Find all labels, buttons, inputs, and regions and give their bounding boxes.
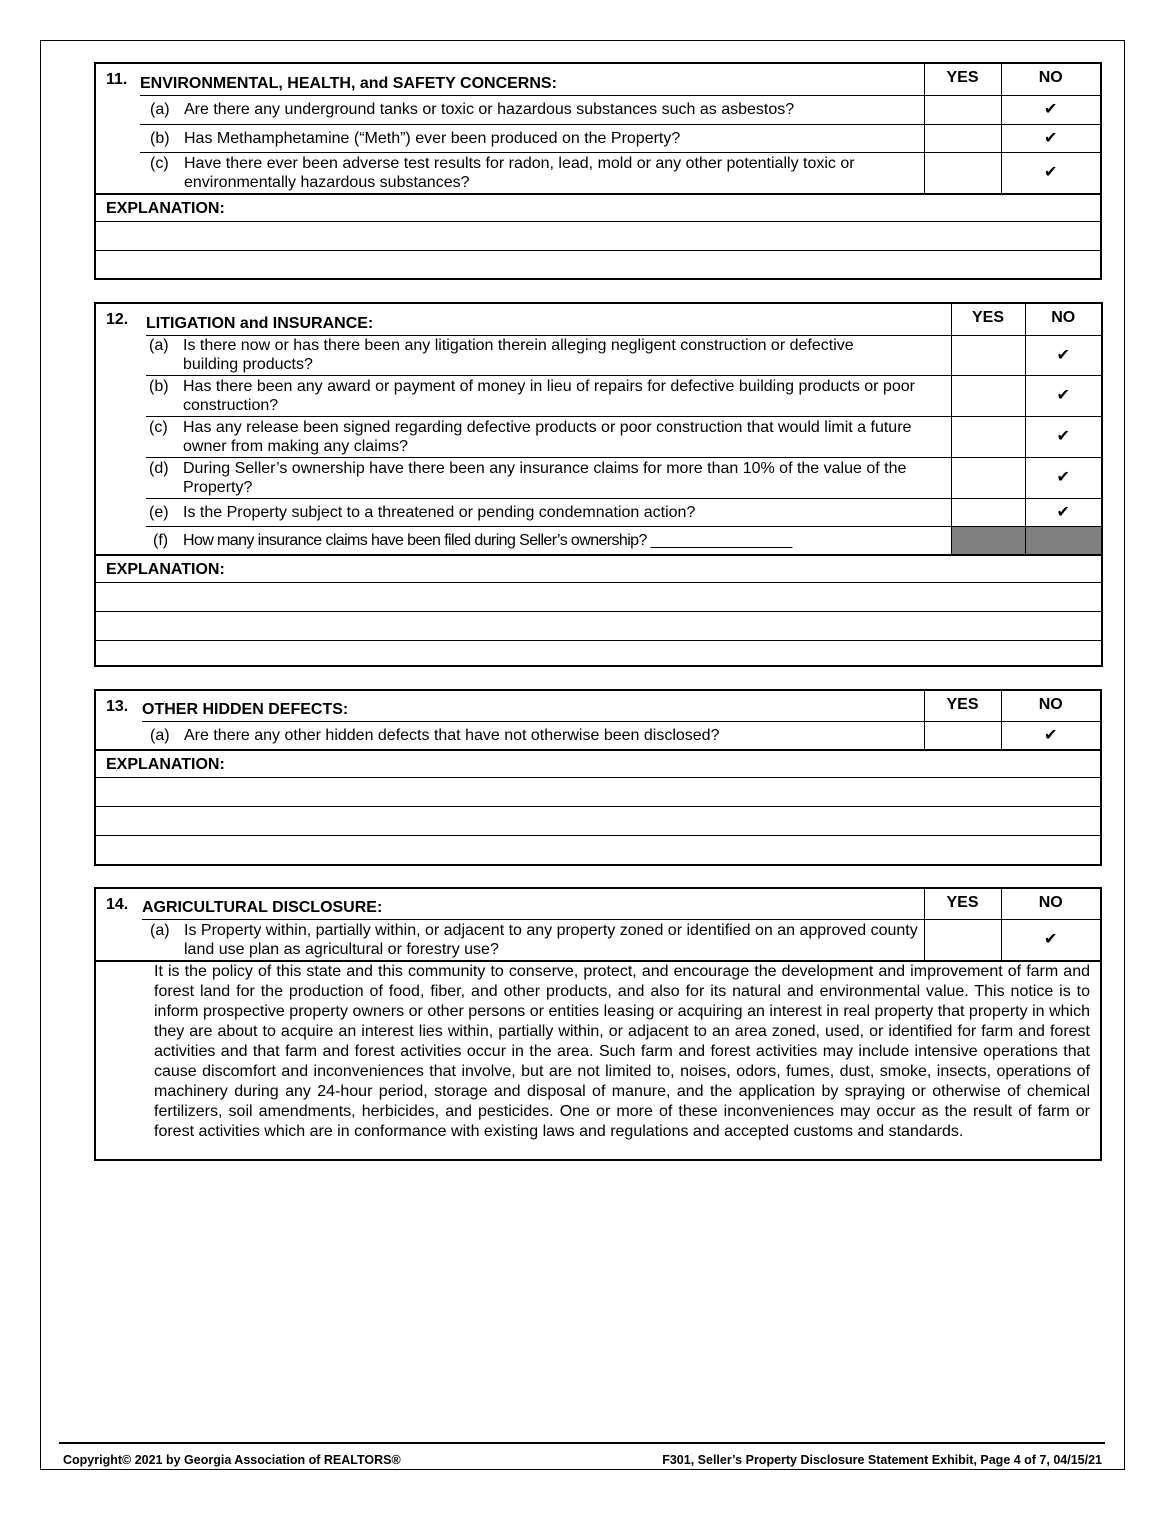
question-letter: (b) bbox=[149, 377, 169, 395]
section-12-litigation bbox=[94, 302, 1103, 667]
question-text: During Seller’s ownership have there been any insurance claims for more than 10% of the value of the Property? bbox=[183, 459, 907, 496]
question-letter: (c) bbox=[149, 418, 168, 436]
explanation-label: EXPLANATION: bbox=[96, 554, 1101, 582]
explanation-label: EXPLANATION: bbox=[96, 193, 1100, 221]
section-13-hidden-defects bbox=[94, 689, 1102, 866]
no-column-header: NO bbox=[1001, 889, 1100, 919]
yes-checkbox[interactable] bbox=[924, 721, 1001, 749]
question-letter: (a) bbox=[150, 101, 170, 118]
no-checkbox[interactable]: ✔ bbox=[1025, 375, 1101, 416]
question-row bbox=[96, 152, 1100, 193]
explanation-label: EXPLANATION: bbox=[96, 749, 1100, 777]
section-number: 12. bbox=[106, 311, 129, 328]
question-letter: (a) bbox=[150, 921, 170, 939]
section-14-agricultural bbox=[94, 887, 1102, 1161]
explanation-line[interactable] bbox=[96, 640, 1101, 669]
question-row bbox=[96, 375, 1101, 416]
no-checkbox[interactable]: ✔ bbox=[1025, 498, 1101, 526]
no-checkbox[interactable]: ✔ bbox=[1025, 457, 1101, 498]
shaded-cell bbox=[1025, 526, 1101, 554]
section-title: ENVIRONMENTAL, HEALTH, and SAFETY CONCERNS: bbox=[140, 74, 557, 92]
yes-checkbox[interactable] bbox=[924, 919, 1001, 960]
explanation-line[interactable] bbox=[96, 250, 1100, 279]
section-number: 11. bbox=[106, 71, 128, 88]
question-text: Is there now or has there been any litigation therein alleging negligent construction or defective building products? bbox=[183, 337, 854, 373]
no-checkbox[interactable]: ✔ bbox=[1001, 919, 1100, 960]
yes-checkbox[interactable] bbox=[924, 95, 1001, 124]
no-column-header: NO bbox=[1001, 691, 1100, 721]
question-row bbox=[96, 498, 1101, 526]
shaded-cell bbox=[951, 526, 1025, 554]
no-checkbox[interactable]: ✔ bbox=[1025, 335, 1101, 375]
question-text: Have there ever been adverse test results for radon, lead, mold or any other potentially toxic or environmentally hazardous substances? bbox=[184, 154, 855, 191]
explanation-line[interactable] bbox=[96, 611, 1101, 640]
yes-checkbox[interactable] bbox=[924, 152, 1001, 193]
question-text: Has any release been signed regarding defective products or poor construction that would limit a future owner from making any claims? bbox=[183, 418, 912, 455]
footer-rule bbox=[59, 1442, 1105, 1444]
explanation-line[interactable] bbox=[96, 777, 1100, 806]
section-title: LITIGATION and INSURANCE: bbox=[146, 314, 374, 332]
question-text: Are there any other hidden defects that have not otherwise been disclosed? bbox=[184, 726, 720, 744]
explanation-line[interactable] bbox=[96, 582, 1101, 611]
form-identifier: F301, Seller’s Property Disclosure Statement Exhibit, Page 4 of 7, 04/15/21 bbox=[662, 1453, 1102, 1467]
question-letter: (e) bbox=[149, 503, 169, 521]
question-row bbox=[96, 335, 1101, 375]
yes-checkbox[interactable] bbox=[924, 124, 1001, 152]
yes-checkbox[interactable] bbox=[951, 375, 1025, 416]
no-column-header: NO bbox=[1025, 304, 1101, 335]
yes-checkbox[interactable] bbox=[951, 457, 1025, 498]
question-row bbox=[96, 416, 1101, 457]
question-letter: (b) bbox=[150, 129, 170, 147]
yes-column-header: YES bbox=[924, 64, 1001, 95]
question-row bbox=[96, 124, 1100, 152]
explanation-line[interactable] bbox=[96, 835, 1100, 864]
section-title: OTHER HIDDEN DEFECTS: bbox=[142, 701, 349, 719]
question-letter: (a) bbox=[149, 337, 169, 354]
yes-checkbox[interactable] bbox=[951, 498, 1025, 526]
section-title: AGRICULTURAL DISCLOSURE: bbox=[142, 899, 383, 917]
question-row bbox=[96, 95, 1100, 124]
no-checkbox[interactable]: ✔ bbox=[1025, 416, 1101, 457]
claims-count-field[interactable]: How many insurance claims have been filed during Seller’s ownership? _________________ bbox=[183, 531, 792, 549]
agricultural-notice: It is the policy of this state and this community to conserve, protect, and encourage the development and improvement of farm and forest land for the production of food, fiber, and other products, and also for its natural and environmental value. This notice is to inform prospective property owners or other persons or entities leasing or acquiring an interest in real property that property in which they are about to acquire an interest lies within, partially within, or adjacent to an area zoned, used, or identified for farm and forest activities and that farm and forest activities occur in the area. Such farm and forest activities may include intensive operations that cause discomfort and inconveniences that involve, but are not limited to, noises, odors, fumes, dust, smoke, insects, operations of machinery during any 24-hour period, storage and disposal of manure, and the application by spraying or otherwise of chemical fertilizers, soil amendments, herbicides, and pesticides. One or more of these inconveniences may occur as the result of farm or forest activities which are in conformance with existing laws and regulations and accepted customs and standards. bbox=[96, 960, 1100, 1142]
copyright-text: Copyright© 2021 by Georgia Association of REALTORS® bbox=[63, 1453, 401, 1467]
section-number: 14. bbox=[106, 895, 129, 913]
question-row bbox=[96, 721, 1100, 749]
no-checkbox[interactable]: ✔ bbox=[1001, 152, 1100, 193]
question-letter: (a) bbox=[150, 726, 170, 744]
yes-column-header: YES bbox=[924, 889, 1001, 919]
no-column-header: NO bbox=[1001, 64, 1100, 95]
question-text: Has there been any award or payment of money in lieu of repairs for defective building products or poor construction? bbox=[183, 377, 915, 414]
question-letter: (f) bbox=[153, 531, 169, 549]
yes-column-header: YES bbox=[924, 691, 1001, 721]
question-text: Is Property within, partially within, or adjacent to any property zoned or identified on an approved county land use plan as agricultural or forestry use? bbox=[184, 921, 918, 958]
section-11-environmental bbox=[94, 62, 1102, 280]
explanation-line[interactable] bbox=[96, 806, 1100, 835]
question-row bbox=[96, 457, 1101, 498]
yes-column-header: YES bbox=[951, 304, 1025, 335]
question-letter: (c) bbox=[150, 154, 169, 172]
question-letter: (d) bbox=[149, 459, 169, 477]
no-checkbox[interactable]: ✔ bbox=[1001, 124, 1100, 152]
no-checkbox[interactable]: ✔ bbox=[1001, 721, 1100, 749]
yes-checkbox[interactable] bbox=[951, 335, 1025, 375]
explanation-line[interactable] bbox=[96, 221, 1100, 250]
section-number: 13. bbox=[106, 697, 129, 715]
yes-checkbox[interactable] bbox=[951, 416, 1025, 457]
question-row bbox=[96, 526, 1101, 554]
question-text: Is the Property subject to a threatened or pending condemnation action? bbox=[183, 503, 696, 521]
no-checkbox[interactable]: ✔ bbox=[1001, 95, 1100, 124]
question-text: Has Methamphetamine (“Meth”) ever been produced on the Property? bbox=[184, 129, 681, 147]
question-text: Are there any underground tanks or toxic or hazardous substances such as asbestos? bbox=[184, 101, 795, 118]
question-row bbox=[96, 919, 1100, 960]
